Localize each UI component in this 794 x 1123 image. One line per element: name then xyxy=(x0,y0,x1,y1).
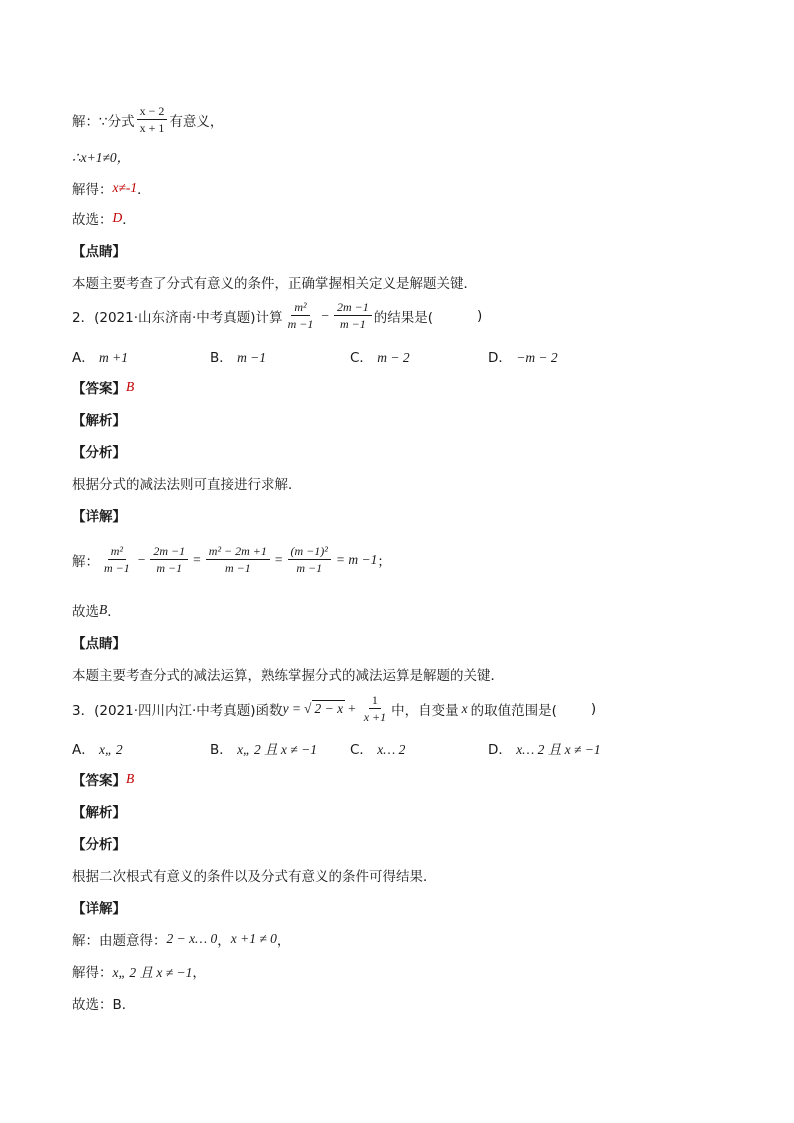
q2-stem-close: ) xyxy=(477,307,483,324)
q2-choice-end: ． xyxy=(107,604,121,620)
q2-detail-fraction-1-numerator: m² xyxy=(108,544,126,560)
q2-detail-fraction-3-denominator: m −1 xyxy=(224,561,251,575)
q3-answer xyxy=(72,769,134,789)
q1-choice-label: 故选： xyxy=(72,212,113,228)
q2-answer-heading: 【答案】 xyxy=(72,381,126,397)
q2-answer-value: B xyxy=(126,379,135,394)
q2-detail-fraction-4-numerator: (m −1)² xyxy=(288,544,331,560)
q3-stem xyxy=(72,693,596,724)
q2-choice-value: B xyxy=(99,602,108,617)
q1-step-2-value: x≠-1 xyxy=(112,180,138,195)
q1-fraction xyxy=(137,104,168,135)
q2-fraction-2-denominator: m −1 xyxy=(339,317,366,331)
q3-detail-2-label: 解得： xyxy=(72,965,113,981)
q3-fenxi: 根据二次根式有意义的条件以及分式有意义的条件可得结果． xyxy=(72,869,437,885)
q2-detail-minus: − xyxy=(137,551,146,567)
q3-fraction xyxy=(361,693,389,724)
q3-sqrt-body: 2 − x xyxy=(314,701,344,716)
q2-detail-fraction-1 xyxy=(101,544,133,575)
q3-answer-value: B xyxy=(126,771,135,786)
q2-comment: 本题主要考查分式的减法运算，熟练掌握分式的减法运算是解题的关键． xyxy=(72,668,504,684)
q2-option-a[interactable] xyxy=(72,346,128,366)
q3-plus-sign: + xyxy=(348,700,356,716)
q1-solution-prefix: 解：∵分式 xyxy=(72,113,135,130)
q3-detail-1-end: ， xyxy=(276,933,291,949)
q3-option-c-label: C． xyxy=(350,742,373,758)
q2-detail-equation xyxy=(72,544,391,575)
q3-option-c[interactable] xyxy=(350,738,405,758)
q2-detail-fraction-4-denominator: m −1 xyxy=(296,561,323,575)
q2-detail-prefix: 解： xyxy=(72,553,99,570)
q3-detail-heading: 【详解】 xyxy=(72,901,126,917)
q2-minus-sign: − xyxy=(321,307,329,323)
q2-fraction-1-numerator: m² xyxy=(291,300,309,316)
q1-comment: 本题主要考查了分式有意义的条件，正确掌握相关定义是解题关键． xyxy=(72,276,477,292)
q2-detail-fraction-4 xyxy=(288,544,331,575)
q2-option-b[interactable] xyxy=(210,346,266,366)
q2-detail-equals-1: = xyxy=(193,551,201,567)
q1-solution-suffix: 有意义， xyxy=(169,113,224,130)
q2-option-d-label: D． xyxy=(488,350,512,366)
q2-stem xyxy=(72,300,482,331)
q2-detail-fraction-2-numerator: 2m −1 xyxy=(150,544,188,560)
q3-fraction-denominator: x +1 xyxy=(363,710,387,724)
q2-fraction-2-numerator: 2m −1 xyxy=(334,300,372,316)
q1-fraction-numerator: x − 2 xyxy=(137,104,168,120)
q2-fenxi-heading: 【分析】 xyxy=(72,445,126,461)
q3-sqrt-icon: √ xyxy=(304,700,312,716)
q2-comment-heading: 【点睛】 xyxy=(72,636,126,652)
q3-detail-2-value: x„ 2 且 x ≠ −1 xyxy=(112,965,193,980)
q2-stem-prefix: 2．(2021·山东济南·中考真题)计算 xyxy=(72,309,283,326)
q1-comment-heading: 【点睛】 xyxy=(72,244,126,260)
q1-choice-end: ． xyxy=(122,212,136,228)
q3-option-c-value: x… 2 xyxy=(377,742,406,757)
q3-option-d-label: D． xyxy=(488,742,512,758)
q1-step-2-label: 解得： xyxy=(72,182,113,198)
q3-variable: x xyxy=(461,700,468,716)
q2-detail-fraction-2 xyxy=(150,544,188,575)
q3-stem-middle: 中，自变量 xyxy=(391,702,459,719)
q3-option-b-label: B． xyxy=(210,742,233,758)
q2-stem-suffix: 的结果是( xyxy=(373,309,433,326)
q1-step-2 xyxy=(72,178,151,198)
q3-detail-1-condition-b: x +1 ≠ 0 xyxy=(230,931,277,946)
q3-detail-line-2 xyxy=(72,961,206,981)
q3-answer-heading: 【答案】 xyxy=(72,773,126,789)
q1-step-1: ∴x+1≠0， xyxy=(72,150,131,165)
q3-option-b[interactable] xyxy=(210,738,317,758)
q2-detail-fraction-2-denominator: m −1 xyxy=(156,561,183,575)
q2-option-b-value: m −1 xyxy=(237,350,267,365)
q3-stem-prefix: 3．(2021·四川内江·中考真题)函数 xyxy=(72,702,283,719)
q2-option-d-value: −m − 2 xyxy=(516,350,558,365)
q2-analysis-heading: 【解析】 xyxy=(72,413,126,429)
q2-detail-result: = m −1 xyxy=(335,551,378,567)
q2-option-b-label: B． xyxy=(210,350,233,366)
q3-option-d[interactable] xyxy=(488,738,601,758)
q1-choice-value: D xyxy=(112,210,123,225)
q3-option-d-value: x… 2 且 x ≠ −1 xyxy=(516,742,601,757)
q1-step-2-end: ． xyxy=(137,182,151,198)
q3-option-b-value: x„ 2 且 x ≠ −1 xyxy=(237,742,317,757)
q2-detail-end: ； xyxy=(377,553,391,570)
q2-fraction-1-denominator: m −1 xyxy=(287,317,314,331)
q2-option-c[interactable] xyxy=(350,346,410,366)
q2-fraction-1 xyxy=(285,300,317,331)
q2-option-d[interactable] xyxy=(488,346,558,366)
q3-choice: 故选：B． xyxy=(72,997,136,1013)
q3-detail-1-label: 解：由题意得： xyxy=(72,933,167,949)
q2-choice xyxy=(72,600,121,620)
q2-fraction-2 xyxy=(334,300,372,331)
q2-detail-fraction-3 xyxy=(206,544,270,575)
q2-option-c-label: C． xyxy=(350,350,373,366)
q3-fraction-numerator: 1 xyxy=(369,693,381,709)
q3-detail-1-separator: ， xyxy=(217,933,231,949)
q3-fenxi-heading: 【分析】 xyxy=(72,837,126,853)
q2-detail-equals-2: = xyxy=(274,551,283,567)
q3-option-a-value: x„ 2 xyxy=(99,742,123,757)
q3-stem-suffix: 的取值范围是( xyxy=(470,702,557,719)
q3-option-a[interactable] xyxy=(72,738,123,758)
q2-option-a-value: m +1 xyxy=(99,350,129,365)
q2-detail-heading: 【详解】 xyxy=(72,509,126,525)
q2-option-a-label: A． xyxy=(72,350,95,366)
q3-detail-2-end: ， xyxy=(192,965,206,981)
q3-stem-close: ) xyxy=(590,700,597,717)
q2-option-c-value: m − 2 xyxy=(377,350,410,365)
q2-choice-label: 故选 xyxy=(72,604,99,620)
q3-function-lhs: y = xyxy=(282,700,302,716)
q2-fenxi: 根据分式的减法法则可直接进行求解． xyxy=(72,477,302,493)
q3-analysis-heading: 【解析】 xyxy=(72,805,126,821)
q1-fraction-denominator: x + 1 xyxy=(139,121,165,135)
q2-detail-fraction-1-denominator: m −1 xyxy=(104,561,130,575)
q1-solution-line xyxy=(72,104,223,135)
q3-detail-line-1 xyxy=(72,929,290,949)
q1-choice xyxy=(72,208,136,228)
q3-option-a-label: A． xyxy=(72,742,95,758)
q3-detail-1-condition-a: 2 − x… 0 xyxy=(166,931,218,946)
q2-detail-fraction-3-numerator: m² − 2m +1 xyxy=(206,544,270,560)
q2-answer xyxy=(72,377,134,397)
